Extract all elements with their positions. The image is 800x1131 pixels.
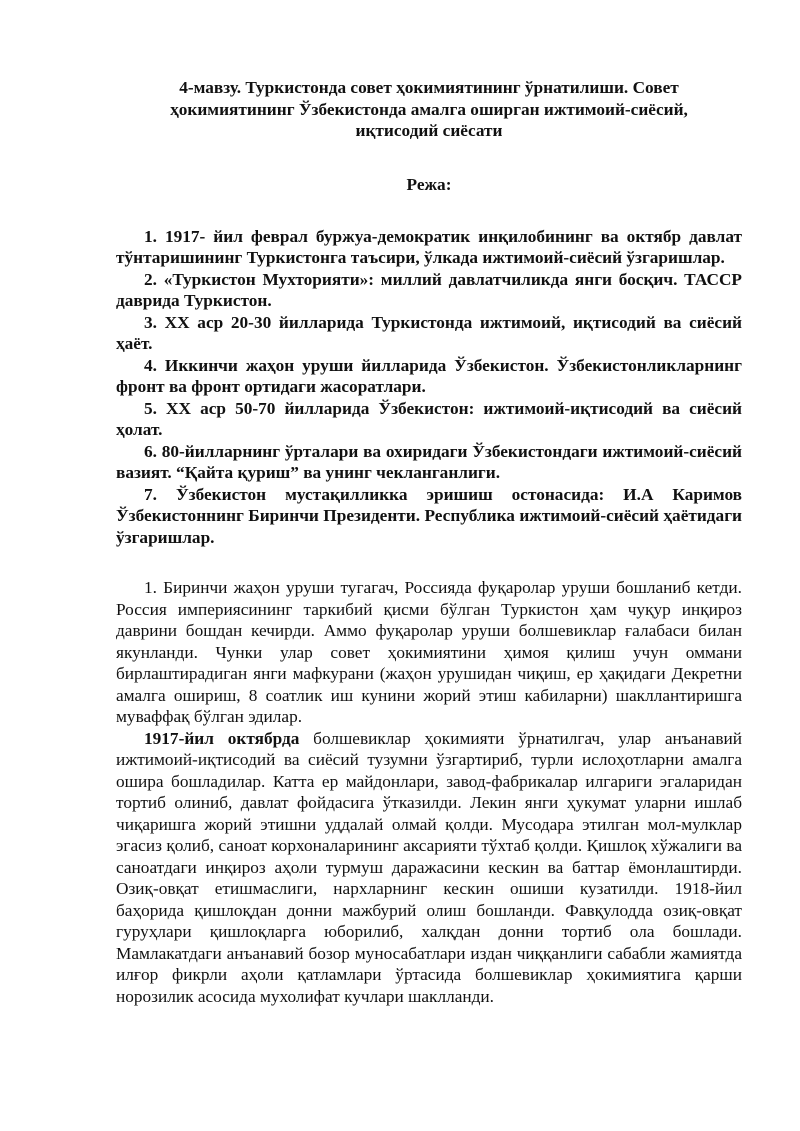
plan-item bbox=[116, 484, 742, 549]
plan-item-number: 2. bbox=[144, 269, 157, 289]
plan-item-text: 80-йилларнинг ўрталари ва охиридаги Ўзбекистондаги ижтимоий-сиёсий вазият. “Қайта қуриш” ва унинг чекланганлиги. bbox=[116, 441, 742, 482]
plan-item-text: XX аср 50-70 йилларида Ўзбекистон: ижтимоий-иқтисодий ва сиёсий ҳолат. bbox=[116, 398, 742, 439]
plan-item bbox=[116, 269, 742, 312]
title-line-2: ҳокимиятининг Ўзбекистонда амалга оширган ижтимоий-сиёсий, bbox=[170, 99, 688, 119]
highlighted-date: 1917-йил октябрда bbox=[144, 728, 300, 748]
title-line-3: иқтисодий сиёсати bbox=[355, 121, 503, 140]
plan-item-text: «Туркистон Мухторияти»: миллий давлатчиликда янги босқич. ТАССР даврида Туркистон. bbox=[116, 269, 742, 310]
title-line-1: 4-мавзу. Туркистонда совет ҳокимиятининг ўрнатилиши. Совет bbox=[179, 78, 679, 97]
document-page bbox=[116, 77, 742, 1007]
plan-item bbox=[116, 441, 742, 484]
body-text bbox=[116, 577, 742, 1007]
plan-item-text: Иккинчи жаҳон уруши йилларида Ўзбекистон. Ўзбекистонликларнинг фронт ва фронт ортидаги жасоратлари. bbox=[116, 355, 742, 396]
body-paragraph-1: 1. Биринчи жаҳон уруши тугагач, Россияда фуқаролар уруши бошланиб кетди. Россия империясининг таркибий қисми бўлган Туркистон ҳам чуқур инқироз даврини бошдан кечирди. Аммо фуқаролар уруши болшевиклар ғалабаси билан якунланди. Чунки улар совет ҳокимиятини ҳимоя қилиш учун оммани бирлаштирадиган янги мафкурани (жаҳон урушидан чиқиш, ер ҳақидаги Декретни амалга ошириш, 8 соатлик иш кунини жорий этиш кабиларни) шакллантиришга муваффақ бўлган эдилар. bbox=[116, 578, 742, 726]
body-paragraph-2 bbox=[116, 728, 742, 1008]
plan-item bbox=[116, 226, 742, 269]
plan-item-number: 1. bbox=[144, 226, 157, 246]
plan-item-number: 4. bbox=[144, 355, 157, 375]
plan-item-number: 3. bbox=[144, 312, 157, 332]
paragraph-text: болшевиклар ҳокимияти ўрнатилгач, улар анъанавий ижтимоий-иқтисодий ва сиёсий тузумни ўзгартириб, турли ислоҳотларни амалга ошира бошладилар. Катта ер майдонлари, завод-фабрикалар илгариги эгаларидан тортиб олиниб, давлат фойдасига ўтказилди. Лекин янги ҳукумат уларни ишлаб чиқаришга жорий этишни уддалай олмай қолди. Мусодара этилган мол-мулклар эгасиз қолиб, саноат корхоналарининг аксарияти тўхтаб қолди. Қишлоқ хўжалиги ва саноатдаги инқироз аҳоли турмуш даражасини кескин ва баттар ёмонлаштирди. Озиқ-овқат етишмаслиги, нархларнинг кескин ошиши кузатилди. 1918-йил баҳорида қишлоқдан донни мажбурий олиш бошланди. Фавқулодда озиқ-овқат гуруҳлари қишлоқларга юборилиб, халқдан донни тортиб ола бошлади. Мамлакатдаги анъанавий бозор муносабатлари издан чиққанлиги сабабли жамиятда илғор фикрли аҳоли қатламлари ўртасида болшевиклар ҳокимиятига қарши норозилик асосида мухолифат кучлари шаклланди. bbox=[116, 728, 742, 1006]
plan-item-text: 1917- йил феврал буржуа-демократик инқилобининг ва октябр давлат тўнтаришининг Туркистонга таъсири, ўлкада ижтимоий-сиёсий ўзгаришлар. bbox=[116, 226, 742, 267]
document-title bbox=[116, 77, 742, 142]
plan-item-number: 5. bbox=[144, 398, 157, 418]
plan-item bbox=[116, 355, 742, 398]
plan-heading: Режа: bbox=[406, 174, 452, 194]
plan-list bbox=[116, 226, 742, 549]
plan-item-number: 6. bbox=[144, 441, 157, 461]
plan-item-number: 7. bbox=[144, 484, 157, 504]
plan-item bbox=[116, 398, 742, 441]
plan-item-text: XX аср 20-30 йилларида Туркистонда ижтимоий, иқтисодий ва сиёсий ҳаёт. bbox=[116, 312, 742, 353]
plan-item-text: Ўзбекистон мустақилликка эришиш остонасида: И.А Каримов Ўзбекистоннинг Биринчи Президенти. Республика ижтимоий-сиёсий ҳаётидаги ўзгаришлар. bbox=[116, 484, 742, 547]
plan-item bbox=[116, 312, 742, 355]
